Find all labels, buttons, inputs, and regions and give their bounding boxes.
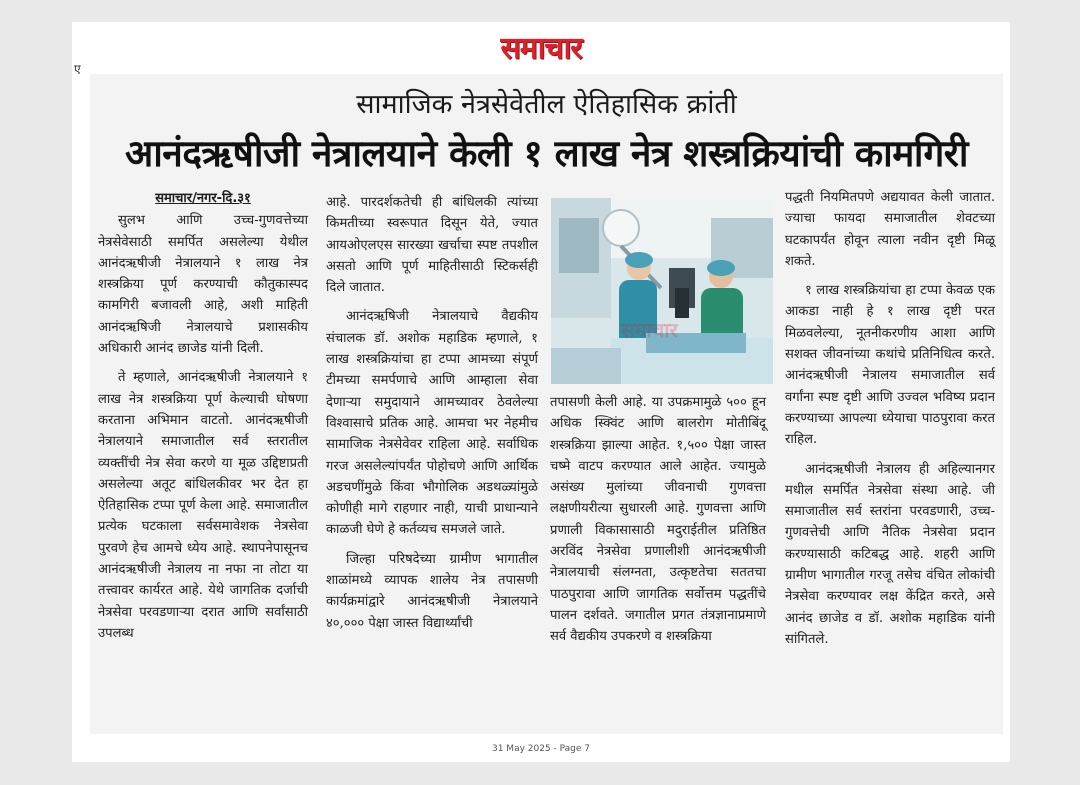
masthead <box>72 22 1010 72</box>
paragraph: जिल्हा परिषदेच्या ग्रामीण भागातील शाळांमध्ये व्यापक शालेय नेत्र तपासणी कार्यक्रमांद्वारे आनंदऋषीजी नेत्रालयाने ४०,००० पेक्षा जास्त विद्यार्थ्यांची <box>326 551 538 631</box>
operating-room-image <box>551 198 773 384</box>
paragraph: पद्धती नियमितपणे अद्ययावत केली जातात. ज्याचा फायदा समाजातील शेवटच्या घटकापर्यंत होवून त्याला नवीन दृष्टी मिळू शकते. <box>785 190 995 269</box>
article-column-1 <box>98 188 308 644</box>
page-footer: 31 May 2025 - Page 7 <box>491 744 591 754</box>
surgery-photo <box>551 198 773 384</box>
newspaper-page <box>72 22 1010 762</box>
paragraph: ते म्हणाले, आनंदऋषीजी नेत्रालयाने १ लाख नेत्र शस्त्रक्रिया पूर्ण केल्याची घोषणा करताना अभिमान वाटतो. आनंदऋषीजी नेत्रालयाने समाजातील सर्व स्तरातील व्यक्तींची नेत्र सेवा करणे या मूळ उद्दिष्टाप्रती असलेल्या अतूट बांधिलकीवर भर देत हा ऐतिहासिक टप्पा पूर्ण केला आहे. समाजातील प्रत्येक घटकाला सर्वसमावेशक नेत्रसेवा पुरवणे हेच आमचे ध्येय आहे. स्थापनेपासूनच आनंदऋषीजी नेत्रालय ना नफा ना तोटा या तत्त्वावर कार्यरत आहे. येथे जागतिक दर्जाची नेत्रसेवा परवडणाऱ्या दरात आणि सर्वांसाठी उपलब्ध <box>98 370 308 641</box>
paragraph: तपासणी केली आहे. या उपक्रमामुळे ५०० हून अधिक स्क्विंट आणि बालरोग मोतीबिंदू शस्त्रक्रिया झाल्या आहेत. १,५०० पेक्षा जास्त चष्मे वाटप करण्यात आले आहेत. ज्यामुळे असंख्य मुलांच्या जीवनाची गुणवत्ता लक्षणीयरीत्या सुधारली आहे. गुणवत्ता आणि प्रणाली विकासासाठी मदुराईतील प्रतिष्ठित अरविंद नेत्रसेवा प्रणालीशी आनंदऋषीजी नेत्रालयाची संलग्नता, उत्कृष्टतेचा सततचा पाठपुरावा आणि जागतिक सर्वोत्तम पद्धतींचे पालन दर्शवते. जगातील प्रगत तंत्रज्ञानाप्रमाणे सर्व वैद्यकीय उपकरणे व शस्त्रक्रिया <box>550 395 766 645</box>
article-column-4 <box>785 187 995 650</box>
masthead-logo: समाचार <box>500 31 582 66</box>
paragraph: १ लाख शस्त्रक्रियांचा हा टप्पा केवळ एक आकडा नाही हे १ लाख दृष्टी परत मिळवलेल्या, नूतनीकरणीय आशा आणि सशक्त जीवनांच्या कथांचे प्रतिनिधित्व करते. आनंदऋषीजी नेत्रालय समाजातील सर्व वर्गांना स्पष्ट दृष्टी आणि उज्वल भविष्य प्रदान करण्याच्या आपल्या ध्येयाचा पाठपुरावा करत राहिल. <box>785 283 995 448</box>
dateline: समाचार/नगर-दि.३१ <box>155 191 251 206</box>
corner-mark: ए <box>74 62 81 76</box>
paragraph: सुलभ आणि उच्च-गुणवत्तेच्या नेत्रसेवेसाठी समर्पित असलेल्या येथील आनंदऋषीजी नेत्रालयाने १ लाख नेत्र शस्त्रक्रिया पूर्ण करण्याची कौतुकास्पद कामगिरी बजावली आहे, अशी माहिती आनंदऋषिजी नेत्रालयाचे प्रशासकीय अधिकारी आनंद छाजेड यांनी दिली. <box>98 213 308 357</box>
paragraph: आनंदऋषिजी नेत्रालयाचे वैद्यकीय संचालक डॉ. अशोक महाडिक म्हणाले, १ लाख शस्त्रक्रियांचा हा टप्पा आमच्या संपूर्ण टीमच्या समर्पणाचे आणि आम्हाला सेवा देणाऱ्या समुदायाने आमच्यावर ठेवलेल्या विश्वासाचे प्रतिक आहे. आमचा भर नेहमीच सामाजिक नेत्रसेवेवर राहिला आहे. सर्वाधिक गरज असलेल्यांपर्यंत पोहोचणे आणि आर्थिक अडचणींमुळे किंवा भौगोलिक अडथळ्यांमुळे कोणीही मागे राहणार नाही, याची प्राधान्याने काळजी घेणे हे कर्तव्यच समजले जाते. <box>326 309 538 538</box>
article-column-3 <box>550 392 766 648</box>
photo-watermark: समाचार <box>621 318 678 342</box>
article-column-2 <box>326 192 538 634</box>
paragraph: आनंदऋषीजी नेत्रालय ही अहिल्यानगर मधील समर्पित नेत्रसेवा संस्था आहे. जी समाजातील सर्व स्तरांना परवडणारी, उच्च-गुणवत्तेची आणि नैतिक नेत्रसेवा प्रदान करण्यासाठी कटिबद्ध आहे. शहरी आणि ग्रामीण भागातील गरजू तसेच वंचित लोकांची नेत्रसेवा करण्यावर लक्ष केंद्रित करते, असे आनंद छाजेड व डॉ. अशोक महाडिक यांनी सांगितले. <box>785 461 995 647</box>
article-headline: आनंदऋषीजी नेत्रालयाने केली १ लाख नेत्र शस्त्रक्रियांची कामगिरी <box>124 132 968 175</box>
article <box>90 74 1003 734</box>
article-kicker: सामाजिक नेत्रसेवेतील ऐतिहासिक क्रांती <box>356 89 737 120</box>
paragraph: आहे. पारदर्शकतेची ही बांधिलकी त्यांच्या किमतीच्या स्वरूपात दिसून येते, ज्यात आयओएलएस सारख्या खर्चाचा स्पष्ट तपशील असतो आणि पूर्ण माहितीसाठी स्टिकर्सही दिले जातात. <box>326 195 538 296</box>
